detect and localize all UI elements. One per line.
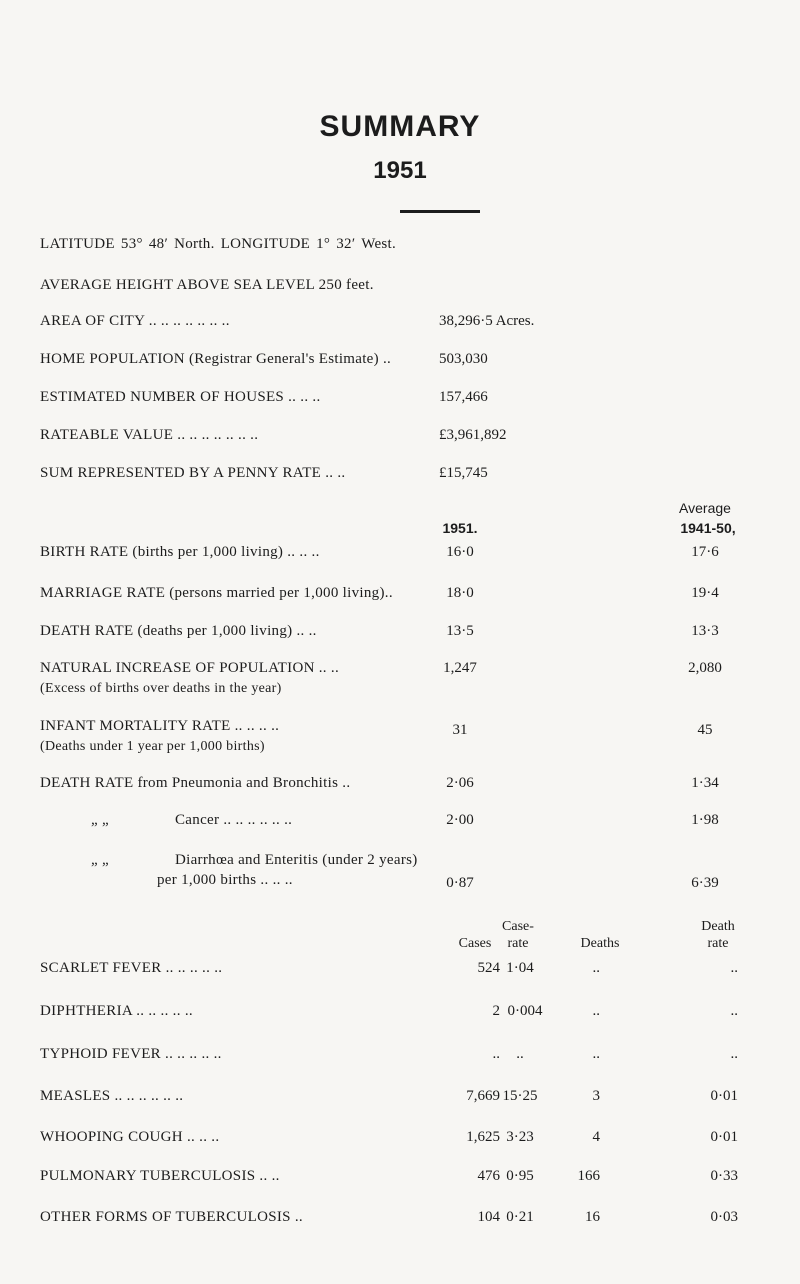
stat-value-area: 38,296·5 Acres. xyxy=(439,313,535,329)
cancer-1951: 2·00 xyxy=(446,812,474,828)
disease-death-rate: 0·03 xyxy=(710,1209,738,1225)
disease-death-rate: 0·01 xyxy=(710,1088,738,1104)
disease-death-rate: 0·01 xyxy=(710,1129,738,1145)
natural-increase-average: 2,080 xyxy=(688,660,722,676)
diarrhoea-1951: 0·87 xyxy=(446,875,474,891)
disease-death-rate: 0·33 xyxy=(710,1168,738,1184)
natural-increase-label: NATURAL INCREASE OF POPULATION .. .. xyxy=(40,660,340,676)
cancer-death-rate-label: Cancer .. .. .. .. .. .. xyxy=(175,812,293,828)
infant-mortality-average: 45 xyxy=(697,722,713,738)
cancer-average: 1·98 xyxy=(691,812,719,828)
pneumonia-death-rate-label: DEATH RATE from Pneumonia and Bronchitis .. xyxy=(40,775,351,791)
disease-name: OTHER FORMS OF TUBERCULOSIS .. xyxy=(40,1209,303,1225)
infant-mortality-note: (Deaths under 1 year per 1,000 births) xyxy=(40,739,265,754)
cancer-ditto-marks: „ „ xyxy=(91,812,109,828)
birth-rate-label: BIRTH RATE (births per 1,000 living) .. .. .. xyxy=(40,544,320,560)
disease-cases: 2 xyxy=(492,1003,500,1019)
disease-deaths: 16 xyxy=(585,1209,600,1225)
disease-cases: 476 xyxy=(477,1168,500,1184)
pneumonia-1951: 2·06 xyxy=(446,775,474,791)
marriage-rate-average: 19·4 xyxy=(691,585,719,601)
diarrhoea-death-rate-label: Diarrhœa and Enteritis (under 2 years) xyxy=(175,852,418,868)
diarrhoea-note: per 1,000 births .. .. .. xyxy=(157,872,293,888)
infant-mortality-label: INFANT MORTALITY RATE .. .. .. .. xyxy=(40,718,280,734)
case-rate-heading-line1: Case- xyxy=(502,919,534,934)
pneumonia-average: 1·34 xyxy=(691,775,719,791)
stat-value-rateable-value: £3,961,892 xyxy=(439,427,507,443)
diarrhoea-average: 6·39 xyxy=(691,875,719,891)
birth-rate-average: 17·6 xyxy=(691,544,719,560)
stat-label-area: AREA OF CITY .. .. .. .. .. .. .. xyxy=(40,313,230,329)
death-rate-heading-line2: rate xyxy=(707,936,729,951)
page-year: 1951 xyxy=(373,157,427,184)
disease-case-rate: .. xyxy=(516,1046,524,1062)
disease-name: PULMONARY TUBERCULOSIS .. .. xyxy=(40,1168,280,1184)
marriage-rate-1951: 18·0 xyxy=(446,585,474,601)
disease-death-rate: .. xyxy=(730,1003,738,1019)
stat-value-houses: 157,466 xyxy=(439,389,488,405)
disease-deaths: .. xyxy=(592,1003,600,1019)
deaths-heading: Deaths xyxy=(580,936,620,951)
average-heading: Average xyxy=(679,500,731,516)
disease-cases: 1,625 xyxy=(466,1129,500,1145)
disease-deaths: 3 xyxy=(592,1088,600,1104)
death-rate-label: DEATH RATE (deaths per 1,000 living) .. .. xyxy=(40,623,317,639)
disease-deaths: 166 xyxy=(577,1168,600,1184)
case-rate-heading-line2: rate xyxy=(507,936,529,951)
disease-case-rate: 0·95 xyxy=(506,1168,534,1184)
year-column-heading: 1951. xyxy=(442,520,478,536)
natural-increase-1951: 1,247 xyxy=(443,660,477,676)
birth-rate-1951: 16·0 xyxy=(446,544,474,560)
stat-label-rateable-value: RATEABLE VALUE .. .. .. .. .. .. .. xyxy=(40,427,259,443)
disease-case-rate: 1·04 xyxy=(506,960,534,976)
disease-cases: 104 xyxy=(477,1209,500,1225)
cases-heading: Cases xyxy=(458,936,492,951)
infant-mortality-1951: 31 xyxy=(452,722,468,738)
stat-value-penny-rate: £15,745 xyxy=(439,465,488,481)
stat-label-penny-rate: SUM REPRESENTED BY A PENNY RATE .. .. xyxy=(40,465,346,481)
marriage-rate-label: MARRIAGE RATE (persons married per 1,000 living).. xyxy=(40,585,393,601)
diarrhoea-ditto-marks: „ „ xyxy=(91,852,109,868)
page-title: SUMMARY xyxy=(319,110,481,143)
disease-cases: .. xyxy=(492,1046,500,1062)
stat-label-population: HOME POPULATION (Registrar General's Estimate) .. xyxy=(40,351,392,367)
natural-increase-note: (Excess of births over deaths in the year) xyxy=(40,681,282,696)
disease-death-rate: .. xyxy=(730,1046,738,1062)
average-period-heading: 1941-50, xyxy=(680,520,736,536)
disease-name: DIPHTHERIA .. .. .. .. .. xyxy=(40,1003,193,1019)
stat-value-population: 503,030 xyxy=(439,351,488,367)
disease-name: WHOOPING COUGH .. .. .. xyxy=(40,1129,220,1145)
disease-name: SCARLET FEVER .. .. .. .. .. xyxy=(40,960,223,976)
sea-level-line: AVERAGE HEIGHT ABOVE SEA LEVEL 250 feet. xyxy=(40,277,374,293)
disease-cases: 7,669 xyxy=(466,1088,500,1104)
disease-death-rate: .. xyxy=(730,960,738,976)
disease-deaths: 4 xyxy=(592,1129,600,1145)
disease-case-rate: 15·25 xyxy=(502,1088,538,1104)
death-rate-heading-line1: Death xyxy=(701,919,735,934)
title-rule xyxy=(400,210,480,213)
lat-long-line: LATITUDE 53° 48′ North. LONGITUDE 1° 32′ West. xyxy=(40,236,397,252)
disease-name: MEASLES .. .. .. .. .. .. xyxy=(40,1088,184,1104)
disease-case-rate: 0·004 xyxy=(507,1003,543,1019)
disease-deaths: .. xyxy=(592,1046,600,1062)
stat-label-houses: ESTIMATED NUMBER OF HOUSES .. .. .. xyxy=(40,389,321,405)
disease-case-rate: 3·23 xyxy=(506,1129,534,1145)
disease-case-rate: 0·21 xyxy=(506,1209,534,1225)
disease-deaths: .. xyxy=(592,960,600,976)
death-rate-average: 13·3 xyxy=(691,623,719,639)
disease-cases: 524 xyxy=(477,960,500,976)
disease-name: TYPHOID FEVER .. .. .. .. .. xyxy=(40,1046,222,1062)
death-rate-1951: 13·5 xyxy=(446,623,474,639)
